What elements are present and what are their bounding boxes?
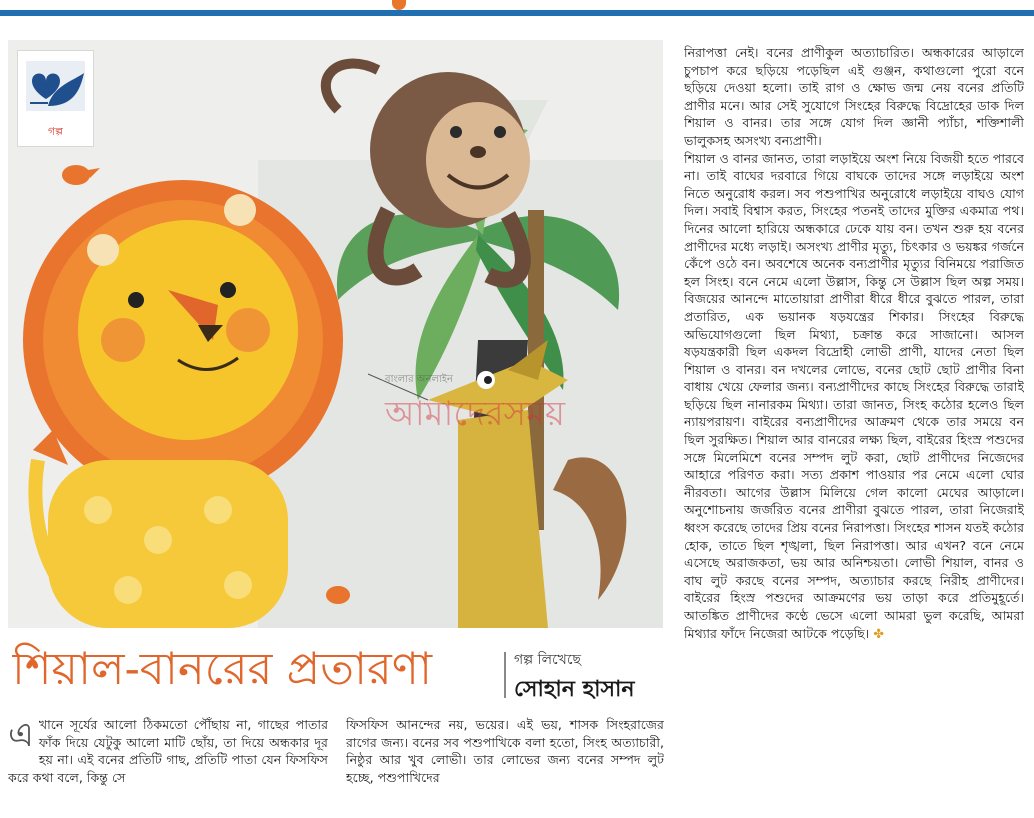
end-mark-icon: ✤ bbox=[873, 625, 884, 641]
top-rule-dot bbox=[392, 0, 406, 10]
story-illustration bbox=[8, 40, 663, 628]
section-badge-label: গল্প bbox=[47, 125, 64, 138]
section-badge bbox=[17, 50, 94, 147]
byline-author: সোহান হাসান bbox=[514, 677, 635, 702]
column-1-text: খানে সূর্যের আলো ঠিকমতো পৌঁছায় না, গাছের পাতার ফাঁক দিয়ে যেটুকু আলো মাটি ছোঁয়, তা দিয়ে অন্ধকার দূর হয় না। এই বনের প্রতিটি গাছ, প্রতিটি পাতা যেন ফিসফিস করে কথা বলে, কিন্তু সে bbox=[8, 717, 328, 785]
story-headline: শিয়াল-বানরের প্রতারণা bbox=[12, 642, 433, 695]
top-rule bbox=[0, 10, 1034, 16]
column-2-text: ফিসফিস আনন্দের নয়, ভয়ের। এই ভয়, শাসক সিংহরাজের রাগের জন্য। বনের সব পশুপাখিকে বলা হতো, সিংহ অত্যাচারী, নিষ্ঠুর আর খুব লোভী। তার লোভের জন্য বনের সম্পদ লুট হচ্ছে, পশুপাখিদের bbox=[346, 717, 664, 785]
byline-label: গল্প লিখেছে bbox=[514, 652, 581, 668]
column-3-paragraph-2: শিয়াল ও বানর জানত, তারা লড়াইয়ে অংশ নিয়ে বিজয়ী হতে পারবে না। তাই বাঘের দরবারে গিয়ে বাঘকে তাদের সঙ্গে লড়াইয়ে অংশ নিতে অনুরোধ করল। সব পশুপাখির অনুরোধে লড়াইয়ে বাঘও যোগ দিল। সবাই বিশ্বাস করত, সিংহের পতনই তাদের মুক্তির একমাত্র পথ। দিনের আলো হারিয়ে অন্ধকারে ঢেকে যায় বন। তখন শুরু হয় বনের প্রাণীদের মধ্যে লড়াই। অসংখ্য প্রাণীর মৃত্যু, চিৎকার ও ভয়ঙ্কর গর্জনে কেঁপে ওঠে বন। অবশেষে অনেক বন্যপ্রাণীর মৃত্যুর বিনিময়ে পরাজিত হল সিংহ। বনে নেমে এলো উল্লাস, কিন্তু সে উল্লাস ছিল অল্প সময়। বিজয়ের আনন্দে মাতোয়ারা প্রাণীরা ধীরে ধীরে বুঝতে পারল, তারা প্রতারিত, এক ভয়ানক ষড়যন্ত্রের শিকার। সিংহের বিরুদ্ধে অভিযোগগুলো ছিল মিথ্যা, চক্রান্ত করে সাজানো। আসল ষড়যন্ত্রকারী ছিল একদল বিদ্রোহী লোভী প্রাণী, যাদের নেতা ছিল শিয়াল ও বানর। বন দখলের লোভে, বনের ছোট ছোট প্রাণীর বিনা বাধায় খেয়ে ফেলার জন্য। বন্যপ্রাণীদের কাছে সিংহের বিরুদ্ধে তারাই ছড়িয়ে ছিল নানারকম মিথ্যা। তারা জানত, সিংহ কঠোর হলেও ছিল ন্যায়পরায়ণ। বাইরের বন্যপ্রাণীদের আক্রমণ থেকে তার সময়ে বন ছিল সুরক্ষিত। শিয়াল আর বানরের লক্ষ্য ছিল, বাইরের হিংস্র পশুদের সঙ্গে মিলেমিশে বনের সম্পদ লুট করা, ছোট প্রাণীদের নিজেদের আহারে পরিণত করা। সত্য প্রকাশ পাওয়ার পর নেমে এলো ঘোর নীরবতা। আগের উল্লাস মিলিয়ে গেল কালো মেঘের আড়ালে। অনুশোচনায় জর্জরিত বনের প্রাণীরা বুঝতে পারল, তারা নিজেরাই ধ্বংস করেছে তাদের প্রিয় বনের নিরাপত্তা। সিংহের শাসন যতই কঠোর হোক, তাতে ছিল শৃঙ্খলা, ছিল নিরাপত্তা। আর এখন? বনে নেমে এসেছে অরাজকতা, ভয় আর অনিশ্চয়তা। লোভী শিয়াল, বানর ও বাঘ লুট করছে বনের সম্পদ, অত্যাচার করছে নিরীহ প্রাণীদের। বাইরের হিংস্র পশুদের আক্রমণের ভয় তাড়া করে প্রতিমুহূর্তে। আতঙ্কিত প্রাণীদের কণ্ঠে ভেসে এলো আমরা ভুল করেছি, আমরা মিথ্যার ফাঁদে নিজেরা আটকে পড়েছি। bbox=[684, 150, 1024, 641]
byline-divider bbox=[504, 652, 506, 698]
column-3-paragraph-1: নিরাপত্তা নেই। বনের প্রাণীকুল অত্যাচারিত। অন্ধকারের আড়ালে চুপচাপ করে ছড়িয়ে পড়েছিল এই গুঞ্জন, কথাগুলো পুরো বনে ছড়িয়ে দেওয়া হলো। তাই রাগ ও ক্ষোভ জন্ম নেয় বনের প্রতিটি প্রাণীর মনে। আর সেই সুযোগে সিংহের বিরুদ্ধে বিদ্রোহের ডাক দিল শিয়াল ও বানর। তার সঙ্গে যোগ দিল জ্ঞানী প্যাঁচা, শক্তিশালী ভালুকসহ অসংখ্য বন্যপ্রাণী। bbox=[684, 45, 1024, 148]
watermark-tagline: বাংলার অনলাইন bbox=[385, 374, 453, 385]
article-column-2 bbox=[346, 716, 664, 816]
bird-heart-logo-icon bbox=[18, 51, 93, 121]
watermark-logo: আমাদেরসময় bbox=[385, 394, 565, 434]
illustration-art bbox=[8, 40, 663, 628]
drop-cap: এ bbox=[8, 716, 34, 755]
article-column-3 bbox=[684, 44, 1024, 816]
article-column-1 bbox=[8, 716, 328, 816]
